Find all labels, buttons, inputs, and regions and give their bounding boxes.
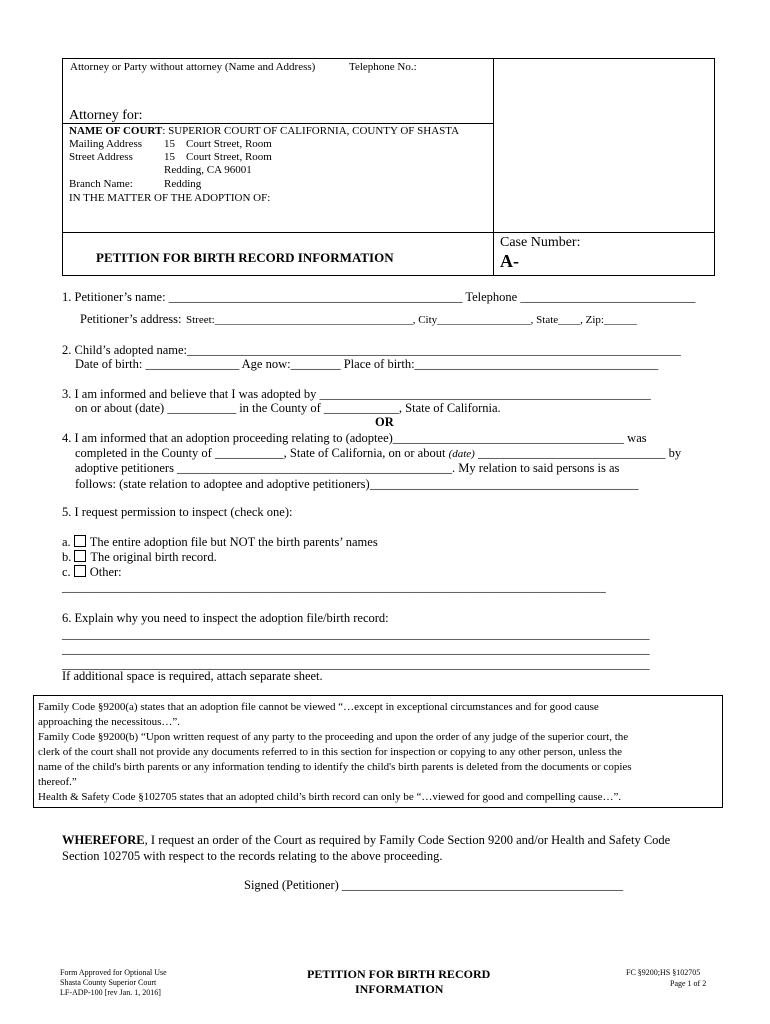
telephone-label: Telephone No.: (349, 61, 417, 73)
wherefore-bold: WHEREFORE (62, 833, 145, 847)
inspect-request-label: 5. I request permission to inspect (check one): (62, 505, 293, 519)
or-label: OR (375, 415, 394, 429)
notice-line-6: thereof.” (38, 776, 77, 788)
case-number-label: Case Number: (500, 235, 581, 250)
footer-left-1: Form Approved for Optional Use (60, 968, 167, 977)
court-name-label: NAME OF COURT (69, 125, 163, 137)
notice-line-4: clerk of the court shall not provide any documents referred to in this section for inspection or copying to any other person, unless the (38, 746, 623, 758)
attorney-for: Attorney for: (69, 108, 143, 123)
footer-center-1: PETITION FOR BIRTH RECORD (307, 967, 491, 981)
other-line[interactable]: _______________________________________________________________________________________ (62, 580, 606, 594)
footer-center-2: INFORMATION (355, 982, 444, 996)
option-a-letter: a. (62, 535, 71, 549)
child-dob-line[interactable]: Date of birth: _______________ Age now:________ Place of birth:_______________________________________ (75, 357, 659, 371)
footer-left-3: LF-ADP-100 [rev Jan. 1, 2016] (60, 988, 161, 997)
checkbox-a[interactable] (74, 535, 86, 547)
option-c[interactable] (62, 565, 122, 580)
branch-label: Branch Name: (69, 178, 133, 190)
wherefore-line-1 (62, 833, 670, 848)
completed-county-text: completed in the County of ___________, State of California, on or about (75, 446, 446, 460)
mailing-value: 15 Court Street, Room (164, 138, 272, 150)
wherefore-line-2: Section 102705 with respect to the records relating to the above proceeding. (62, 849, 443, 863)
adoption-proceeding-line[interactable]: 4. I am informed that an adoption proceeding relating to (adoptee)_____________________________________ was (62, 431, 647, 445)
signature-line[interactable]: Signed (Petitioner) _____________________________________________ (244, 878, 624, 892)
notice-line-7: Health & Safety Code §102705 states that an adopted child’s birth record can only be “…viewed for good and compelling cause…”. (38, 791, 622, 803)
footer-left-2: Shasta County Superior Court (60, 978, 157, 987)
adopted-by-line[interactable]: 3. I am informed and believe that I was adopted by _____________________________________________________ (62, 387, 651, 401)
checkbox-c[interactable] (74, 565, 86, 577)
extra-space-note: If additional space is required, attach separate sheet. (62, 669, 323, 683)
petitioner-name-line[interactable]: 1. Petitioner’s name: _______________________________________________ Telephone ____________________________ (62, 290, 696, 304)
date-hint: (date) (448, 448, 475, 460)
explain-line-1[interactable]: ______________________________________________________________________________________________ (62, 627, 650, 641)
option-a-label: The entire adoption file but NOT the birth parents’ names (89, 535, 378, 549)
court-name-value: : SUPERIOR COURT OF CALIFORNIA, COUNTY OF SHASTA (162, 125, 460, 137)
explain-line-2[interactable]: ______________________________________________________________________________________________ (62, 642, 650, 656)
notice-line-2: approaching the necessitous…”. (38, 716, 181, 728)
option-c-letter: c. (62, 565, 71, 579)
form-title: PETITION FOR BIRTH RECORD INFORMATION (96, 250, 394, 265)
adoptive-petitioners-line[interactable]: adoptive petitioners ____________________________________________. My relation to said persons is as (75, 461, 620, 475)
option-c-label: Other: (89, 565, 122, 579)
explain-line-3[interactable]: ______________________________________________________________________________________________ (62, 657, 650, 671)
mailing-label: Mailing Address (69, 138, 143, 150)
adopted-date-line[interactable]: on or about (date) ___________ in the County of ____________, State of California. (75, 401, 501, 415)
checkbox-b[interactable] (74, 550, 86, 562)
street-value: 15 Court Street, Room (164, 151, 272, 163)
explain-label: 6. Explain why you need to inspect the adoption file/birth record: (62, 611, 389, 625)
city-line: Redding, CA 96001 (164, 164, 252, 176)
option-b-label: The original birth record. (90, 550, 217, 564)
option-a[interactable] (62, 535, 378, 550)
case-number-prefix: A- (500, 251, 519, 271)
street-label: Street Address (69, 151, 133, 163)
petitioner-address-label: Petitioner’s address: (80, 312, 182, 326)
completed-county-line[interactable] (75, 446, 681, 461)
notice-line-3: Family Code §9200(b) “Upon written request of any party to the proceeding and upon the order of any judge of the superior court, the (38, 731, 629, 743)
completed-by-text: ______________________________ by (477, 446, 682, 460)
notice-line-5: name of the child's birth parents or any information tending to identify the child's birth parents is deleted from the documents or copies (38, 761, 632, 773)
option-b-letter: b. (62, 550, 72, 564)
court-name-line (69, 125, 459, 137)
attorney-line: Attorney or Party without attorney (Name and Address) (70, 61, 316, 73)
notice-line-1: Family Code §9200(a) states that an adoption file cannot be viewed “…except in exceptional circumstances and for good cause (38, 701, 599, 713)
matter-line: IN THE MATTER OF THE ADOPTION OF: (69, 192, 271, 204)
footer-right-2: Page 1 of 2 (670, 979, 707, 988)
header-left-box (62, 58, 494, 276)
title-divider (62, 232, 715, 233)
relation-line[interactable]: follows: (state relation to adoptee and adoptive petitioners)___________________________________________ (75, 477, 639, 491)
petitioner-address-line[interactable]: Street:____________________________________, City_________________, State____, Zip:______ (186, 314, 637, 326)
option-b[interactable] (62, 550, 217, 565)
footer-right-1: FC §9200;HS §102705 (626, 968, 701, 977)
branch-value: Redding (164, 178, 202, 190)
child-name-line[interactable]: 2. Child’s adopted name:_______________________________________________________________________________ (62, 343, 681, 357)
wherefore-text: , I request an order of the Court as required by Family Code Section 9200 and/or Health and Safety Code (144, 833, 671, 847)
